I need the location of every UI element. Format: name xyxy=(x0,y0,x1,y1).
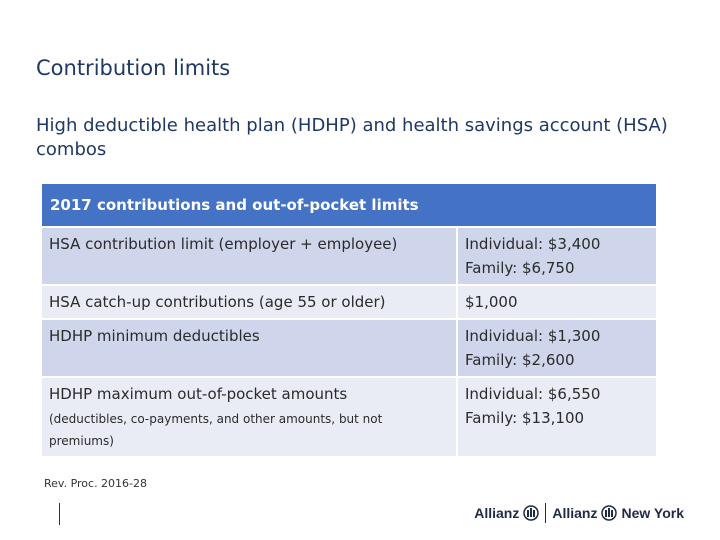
row-label: HDHP maximum out-of-pocket amounts xyxy=(49,385,348,403)
row-label: HDHP minimum deductibles xyxy=(42,319,457,377)
row-note: (deductibles, co-payments, and other amounts, but not premiums) xyxy=(49,412,383,448)
logo-text: Allianz xyxy=(552,505,598,521)
allianz-logo xyxy=(474,503,684,523)
logo-right xyxy=(552,505,684,521)
table-row xyxy=(42,377,656,456)
logo-separator xyxy=(545,503,546,523)
allianz-mark-icon xyxy=(601,505,617,521)
value-line: Individual: $6,550 xyxy=(465,385,601,403)
value-line: $1,000 xyxy=(465,293,518,311)
page-subtitle: High deductible health plan (HDHP) and health savings account (HSA) combos xyxy=(36,115,668,160)
value-line: Individual: $1,300 xyxy=(465,327,601,345)
value-line: Family: $2,600 xyxy=(465,351,575,369)
row-label: HSA catch-up contributions (age 55 or older) xyxy=(42,285,457,319)
value-line: Individual: $3,400 xyxy=(465,235,601,253)
logo-suffix: New York xyxy=(621,505,684,521)
row-label: HSA contribution limit (employer + employee) xyxy=(42,227,457,285)
allianz-mark-icon xyxy=(523,505,539,521)
row-value xyxy=(457,319,656,377)
row-value xyxy=(457,227,656,285)
row-value xyxy=(457,285,656,319)
limits-table xyxy=(42,184,656,456)
logo-left xyxy=(474,505,539,521)
source-citation: Rev. Proc. 2016-28 xyxy=(44,477,148,490)
table-header: 2017 contributions and out-of-pocket limits xyxy=(42,184,656,227)
value-line: Family: $6,750 xyxy=(465,259,575,277)
table-row xyxy=(42,227,656,285)
row-label-cell xyxy=(42,377,457,456)
row-value xyxy=(457,377,656,456)
table-row xyxy=(42,319,656,377)
table-header-row xyxy=(42,184,656,227)
value-line: Family: $13,100 xyxy=(465,409,585,427)
logo-text: Allianz xyxy=(474,505,520,521)
footer-divider xyxy=(59,503,60,525)
page-title: Contribution limits xyxy=(36,56,231,80)
table-row xyxy=(42,285,656,319)
